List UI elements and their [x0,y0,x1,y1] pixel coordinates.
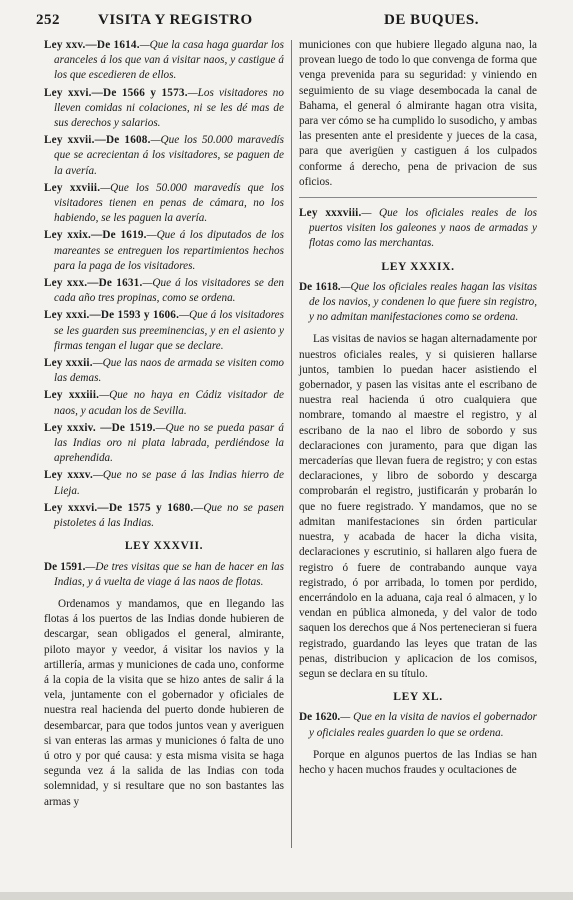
law-entry: Ley xxxiii.—Que no haya en Cádiz visitador de naos, y acudan los de Sevilla. [44,389,285,417]
section-rule [299,197,537,198]
law-entry: Ley xxviii.—Que los 50.000 maravedís que los visitadores tienen en penas de cámara, no los habiendo, se les paguen la avería. [44,181,284,225]
law-entry: Ley xxx.—De 1631.—Que á los visitadores se den cada año tres propinas, como se ordena. [44,277,285,305]
law-body: Porque en algunos puertos de las Indias se han hecho y hacen muchos fraudes y ocultaciones de [299,748,537,776]
law-entry: Ley xxvi.—De 1566 y 1573.—Los visitadores no lleven comidas ni colaciones, ni se les dé mas de sus derechos y salarios. [44,86,284,130]
law-entry: Ley xxxviii.— Que los oficiales reales de los puertos visiten los galeones y naos de armadas y flotas como las merchantas. [299,207,538,250]
running-title: VISITA Y REGISTRO [98,12,253,28]
law-summary: De 1618.—Que los oficiales reales hagan las visitas de los navios, y condenen lo que fuere sin registro, y no admitan manifestaciones como se ordena. [299,280,538,324]
page-number: 252 [36,12,60,28]
law-summary: De 1591.—De tres visitas que se han de hacer en las Indias, y á vuelta de viage á las naos de flotas. [44,560,285,588]
law-heading: LEY XXXIX. [381,259,455,273]
law-heading: LEY XXXVII. [124,539,204,553]
law-heading: LEY XL. [393,690,443,704]
right-column [299,38,537,780]
law-entry: Ley xxv.—De 1614.—Que la casa haga guardar los aranceles á los que van á visitar naos, y castigue á los que escedieren de ellos. [44,39,284,82]
law-entry: Ley xxvii.—De 1608.—Que los 50.000 maravedís que se acrecientan á los visitadores, se paguen de la avería. [44,134,284,177]
law-entry: Ley xxxii.—Que las naos de armada se visiten como las demas. [44,357,284,385]
left-column [44,38,284,812]
law-body: Ordenamos y mandamos, que en llegando las flotas á los puertos de las Indias donde hubieren de descargar, sean obligados el general, almirante, piloto mayor y veedor, á visitar los navios y la artillería, armas y municiones de cada uno, conforme á la copia de la visita que se hizo antes de salir á la vela, juntamente con el gobernador y oficiales de nuestra real hacienda del puerto donde hubieren de desembarcar, para que todos juntos vean y averiguen si van enteras las armas y municiones ó falta de uno ú otro y por qué causa: y esta misma visita se haga segunda vez á la salida de las Indias con toda solemnidad, y si resultare que no son bastantes las armas y [44,597,284,808]
law-entry: Ley xxxvi.—De 1575 y 1680.—Que no se pasen pistoletes á las Indias. [44,501,284,530]
law-body: Las visitas de navios se hagan alternadamente por nuestros oficiales reales, y si quisieren hallarse juntos, tambien lo puedan hacer asistiendo el gobernador, y pasen las visitas ante el escribano de nuestra real hacienda ú otro cualquiera que nombrare, tomando al maestre el registro, y al escribano de la nao el libro de sobordo y sus declaraciones con juramento, para que digan las mercaderías que llevan fuera de registro; y con estas declaraciones, y libro de sobordo y descarga comprobarán el registro, justificarán y probarán lo que no fuere registrado. Y mandamos, que no se admitan manifestaciones sin órden particular nuestra, y acabada de hacer la dicha visita, declaraciones y escrutinio, si hallaren algo fuera de registro ó fuere de contrabando aunque vaya registrado, ó por arribada, lo tomen por perdido, encerrándolo en la aduana, caja real ó almacen, y lo vendan en pública almoneda, y del valor de todo saquen los derechos que á Nos pertenecieran si fuera registrado, guardando las leyes que tratan de las penas, distribucion y aplicacion de los comisos, segun se declara en su título. [299,333,537,680]
law-entry: Ley xxxi.—De 1593 y 1606.—Que á los visitadores se les guarden sus preeminencias, y en el asiento y firmas tengan el lugar que se declare. [44,309,284,352]
page-bottom-edge [0,892,573,900]
law-entry: Ley xxix.—De 1619.—Que á los diputados de los mareantes se entreguen los repartimientos hechos para la paga de los visitadores. [44,229,284,272]
column-divider [291,40,292,848]
law-entry: Ley xxxv.—Que no se pase á las Indias hierro de Lieja. [44,469,284,497]
law-body-continuation: municiones con que hubiere llegado alguna nao, la provean luego de todo lo que convenga de forma que venga prevenida para su seguridad: y viniendo en seguimiento de su viage desembocada la canal de Bahama, el general ó almirante hagan otra visita, para ver cómo se ha cumplido lo susodicho, y ambas las presenten ante el presidente y jueces de la casa, para que averigüen y castiguen á los culpados conforme á derecho, pena de privacion de sus oficios. [299,39,537,188]
running-header [0,12,573,34]
law-entry: Ley xxxiv. —De 1519.—Que no se pueda pasar á las Indias oro ni plata labrada, perdiéndose la aprehendida. [44,421,284,465]
running-title-right: DE BUQUES. [384,12,480,28]
law-summary: De 1620.— Que en la visita de navios el gobernador y oficiales reales guarden lo que se ordena. [299,711,537,739]
